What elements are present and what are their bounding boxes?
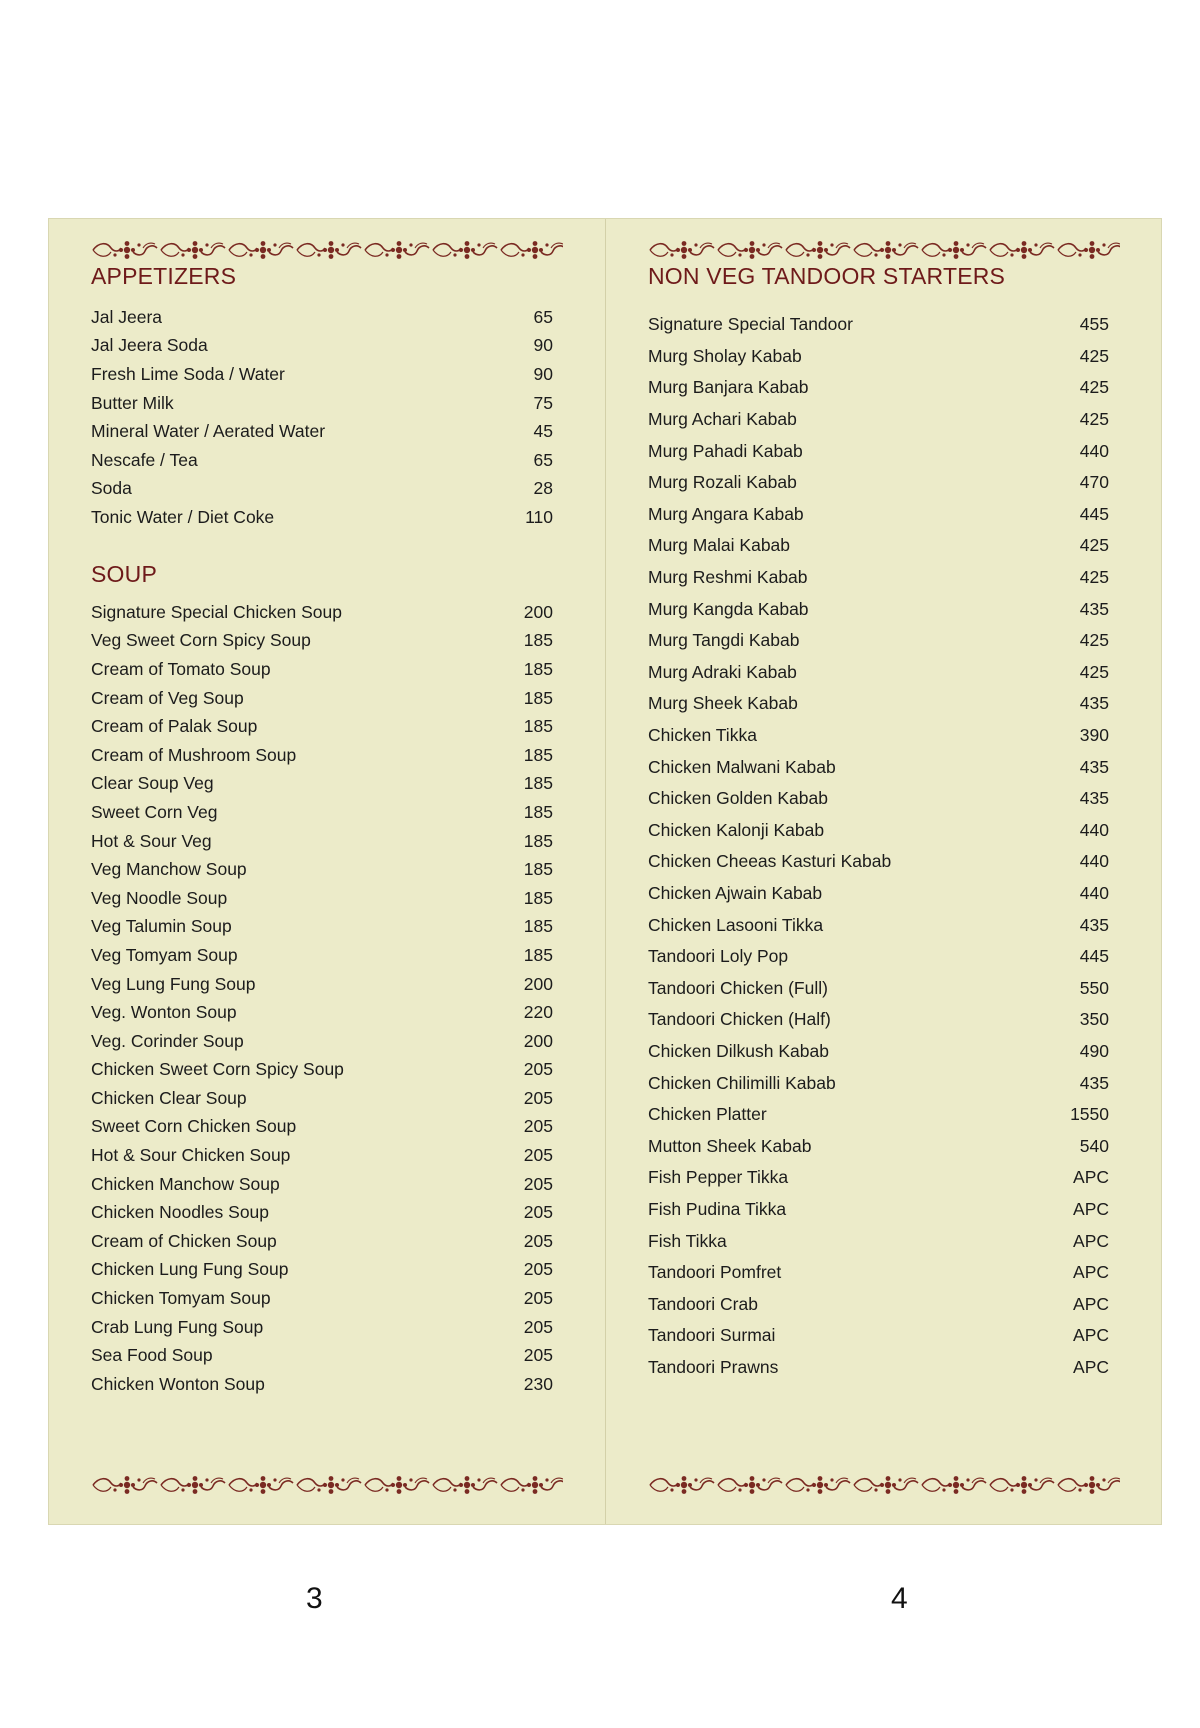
menu-item-price: 185: [523, 687, 553, 708]
menu-item: [648, 846, 1109, 878]
menu-item-name: Signature Special Chicken Soup: [91, 601, 342, 622]
menu-item-name: Chicken Malwani Kabab: [648, 756, 836, 777]
menu-item-name: Hot & Sour Veg: [91, 830, 212, 851]
menu-item-price: 28: [533, 478, 553, 499]
menu-item-price: 205: [523, 1259, 553, 1280]
menu-item: [648, 309, 1109, 341]
menu-item-price: 200: [523, 973, 553, 994]
menu-item-name: Chicken Platter: [648, 1104, 767, 1125]
menu-item-name: Fish Pepper Tikka: [648, 1167, 789, 1188]
menu-item: [91, 684, 553, 713]
menu-item-name: Veg Manchow Soup: [91, 859, 247, 880]
menu-item-name: Soda: [91, 478, 132, 499]
menu-item-price: 185: [523, 773, 553, 794]
menu-item-name: Murg Pahadi Kabab: [648, 440, 803, 461]
menu-item-price: 65: [533, 449, 553, 470]
menu-item-price: 425: [1079, 377, 1109, 398]
menu-item-price: 185: [523, 887, 553, 908]
menu-item-price: 75: [533, 392, 553, 413]
menu-item-price: 205: [523, 1059, 553, 1080]
menu-item-name: Cream of Tomato Soup: [91, 658, 271, 679]
page-number-right: 4: [891, 1582, 908, 1615]
menu-item-name: Clear Soup Veg: [91, 773, 214, 794]
menu-item: [648, 815, 1109, 847]
menu-item-price: 435: [1079, 756, 1109, 777]
menu-item-price: 205: [523, 1288, 553, 1309]
menu-item-price: 185: [523, 944, 553, 965]
menu-item-name: Tandoori Chicken (Half): [648, 1009, 831, 1030]
menu-item-name: Tandoori Chicken (Full): [648, 977, 828, 998]
menu-page-right: [606, 219, 1163, 1524]
menu-item-name: Fish Tikka: [648, 1230, 727, 1251]
menu-item-price: 435: [1079, 914, 1109, 935]
menu-item-price: 425: [1079, 661, 1109, 682]
menu-item-price: 90: [533, 363, 553, 384]
menu-item: [648, 1288, 1109, 1320]
menu-item: [648, 751, 1109, 783]
menu-item-name: Fish Pudina Tikka: [648, 1198, 787, 1219]
menu-item: [648, 1162, 1109, 1194]
menu-item: [91, 884, 553, 913]
menu-item-name: Veg Talumin Soup: [91, 916, 232, 937]
tandoor-starters-list: [648, 309, 1109, 1383]
menu-item-price: APC: [1073, 1293, 1109, 1314]
menu-item-price: 445: [1079, 946, 1109, 967]
menu-item: [91, 1256, 553, 1285]
menu-item-name: Veg Lung Fung Soup: [91, 973, 256, 994]
menu-item: [91, 475, 553, 504]
menu-item-price: 205: [523, 1316, 553, 1337]
menu-item-price: 200: [523, 601, 553, 622]
menu-item-name: Mutton Sheek Kabab: [648, 1135, 812, 1156]
menu-item-price: APC: [1073, 1356, 1109, 1377]
menu-item-name: Signature Special Tandoor: [648, 314, 853, 335]
menu-item: [648, 499, 1109, 531]
menu-item: [91, 1141, 553, 1170]
menu-item-price: 205: [523, 1202, 553, 1223]
menu-item-price: 205: [523, 1345, 553, 1366]
menu-item-name: Murg Achari Kabab: [648, 409, 797, 430]
menu-item-name: Tandoori Prawns: [648, 1356, 779, 1377]
menu-item-name: Chicken Tikka: [648, 725, 757, 746]
menu-item: [91, 655, 553, 684]
menu-item-price: 390: [1079, 725, 1109, 746]
menu-item-name: Tandoori Crab: [648, 1293, 758, 1314]
menu-item-name: Butter Milk: [91, 392, 174, 413]
menu-item-price: 455: [1079, 314, 1109, 335]
menu-item-price: 350: [1079, 1009, 1109, 1030]
menu-item-name: Tandoori Surmai: [648, 1325, 776, 1346]
menu-item-name: Chicken Dilkush Kabab: [648, 1040, 829, 1061]
menu-item: [91, 1170, 553, 1199]
menu-item: [91, 598, 553, 627]
menu-item: [91, 1027, 553, 1056]
menu-item-name: Murg Adraki Kabab: [648, 661, 797, 682]
menu-item-name: Chicken Kalonji Kabab: [648, 819, 825, 840]
menu-item-name: Mineral Water / Aerated Water: [91, 421, 326, 442]
menu-item-name: Chicken Noodles Soup: [91, 1202, 270, 1223]
menu-item-price: 425: [1079, 345, 1109, 366]
menu-item-price: 440: [1079, 851, 1109, 872]
menu-item: [648, 720, 1109, 752]
menu-item-name: Murg Tangdi Kabab: [648, 630, 800, 651]
menu-item: [91, 712, 553, 741]
menu-item: [91, 627, 553, 656]
menu-item-name: Murg Rozali Kabab: [648, 472, 797, 493]
menu-item: [91, 446, 553, 475]
menu-item: [648, 341, 1109, 373]
menu-item: [91, 1084, 553, 1113]
menu-item-price: 470: [1079, 472, 1109, 493]
menu-item-price: 185: [523, 716, 553, 737]
menu-item-name: Sea Food Soup: [91, 1345, 213, 1366]
menu-item-name: Murg Sheek Kabab: [648, 693, 798, 714]
menu-item-price: 205: [523, 1087, 553, 1108]
menu-item-name: Murg Kangda Kabab: [648, 598, 809, 619]
menu-item-price: 185: [523, 630, 553, 651]
menu-item-price: APC: [1073, 1230, 1109, 1251]
menu-item-name: Crab Lung Fung Soup: [91, 1316, 264, 1337]
menu-page-left: [49, 219, 606, 1524]
menu-item-name: Cream of Mushroom Soup: [91, 744, 297, 765]
menu-item-price: 185: [523, 916, 553, 937]
menu-item-name: Murg Sholay Kabab: [648, 345, 802, 366]
menu-item: [648, 783, 1109, 815]
menu-item-name: Jal Jeera: [91, 306, 163, 327]
menu-item: [648, 878, 1109, 910]
menu-item-price: 425: [1079, 630, 1109, 651]
menu-item: [648, 1099, 1109, 1131]
menu-item: [648, 688, 1109, 720]
menu-item: [648, 593, 1109, 625]
menu-item-name: Chicken Cheeas Kasturi Kabab: [648, 851, 892, 872]
menu-item: [91, 1198, 553, 1227]
soup-list: [91, 598, 553, 1399]
menu-item-price: 435: [1079, 693, 1109, 714]
menu-item: [91, 503, 553, 532]
menu-item: [91, 770, 553, 799]
menu-item: [648, 530, 1109, 562]
menu-item-name: Cream of Veg Soup: [91, 687, 244, 708]
section-title-soup: SOUP: [91, 561, 157, 587]
menu-item-name: Veg Sweet Corn Spicy Soup: [91, 630, 311, 651]
menu-item-price: 200: [523, 1030, 553, 1051]
menu-item-price: 205: [523, 1173, 553, 1194]
menu-item: [91, 855, 553, 884]
menu-item-price: 445: [1079, 503, 1109, 524]
menu-item: [91, 303, 553, 332]
menu-item: [648, 1036, 1109, 1068]
menu-item-price: 425: [1079, 535, 1109, 556]
menu-item-price: 90: [533, 335, 553, 356]
menu-item: [648, 467, 1109, 499]
menu-item-price: 425: [1079, 409, 1109, 430]
menu-item-price: 185: [523, 859, 553, 880]
menu-item-name: Chicken Lung Fung Soup: [91, 1259, 289, 1280]
menu-item-price: 205: [523, 1145, 553, 1166]
menu-item-price: 435: [1079, 1072, 1109, 1093]
menu-item-price: 45: [533, 421, 553, 442]
page-number-left: 3: [306, 1582, 323, 1615]
menu-item: [648, 1320, 1109, 1352]
menu-item-price: 110: [525, 506, 553, 527]
menu-item: [91, 827, 553, 856]
section-title-non-veg-tandoor-starters: NON VEG TANDOOR STARTERS: [648, 263, 1006, 289]
menu-item: [91, 798, 553, 827]
menu-item: [91, 389, 553, 418]
menu-item-price: 540: [1079, 1135, 1109, 1156]
menu-item-name: Fresh Lime Soda / Water: [91, 363, 285, 384]
menu-item-name: Chicken Golden Kabab: [648, 788, 828, 809]
menu-item-name: Chicken Chilimilli Kabab: [648, 1072, 836, 1093]
menu-item-price: 65: [533, 306, 553, 327]
menu-item-name: Veg. Wonton Soup: [91, 1002, 237, 1023]
menu-item-price: 230: [523, 1373, 553, 1394]
menu-item: [648, 1130, 1109, 1162]
ornament-icon: [91, 239, 563, 261]
menu-item: [648, 1225, 1109, 1257]
menu-item-name: Chicken Wonton Soup: [91, 1373, 265, 1394]
menu-item: [91, 741, 553, 770]
menu-item: [91, 1113, 553, 1142]
ornament-icon: [648, 239, 1120, 261]
menu-item: [648, 1004, 1109, 1036]
menu-item-name: Cream of Chicken Soup: [91, 1230, 277, 1251]
menu-item-name: Tonic Water / Diet Coke: [91, 506, 275, 527]
menu-item-price: 185: [523, 801, 553, 822]
menu-item: [91, 998, 553, 1027]
menu-item-name: Tandoori Pomfret: [648, 1262, 782, 1283]
menu-item: [91, 417, 553, 446]
menu-item-price: 440: [1079, 882, 1109, 903]
section-title-appetizers: APPETIZERS: [91, 263, 237, 289]
menu-item: [648, 1352, 1109, 1384]
menu-item: [91, 970, 553, 999]
menu-item: [91, 360, 553, 389]
menu-item-name: Chicken Manchow Soup: [91, 1173, 280, 1194]
menu-item-name: Murg Angara Kabab: [648, 503, 804, 524]
menu-item: [91, 941, 553, 970]
menu-item-name: Tandoori Loly Pop: [648, 946, 789, 967]
menu-item-price: 490: [1079, 1040, 1109, 1061]
menu-item: [648, 1257, 1109, 1289]
menu-item-price: 205: [523, 1230, 553, 1251]
menu-item-name: Cream of Palak Soup: [91, 716, 258, 737]
menu-item: [648, 625, 1109, 657]
menu-item-name: Hot & Sour Chicken Soup: [91, 1145, 291, 1166]
menu-item: [648, 657, 1109, 689]
menu-item: [648, 941, 1109, 973]
menu-item-price: APC: [1073, 1198, 1109, 1219]
menu-item: [91, 1341, 553, 1370]
menu-item-name: Murg Malai Kabab: [648, 535, 791, 556]
menu-item: [648, 1194, 1109, 1226]
menu-spread: [48, 218, 1162, 1525]
menu-item-price: 435: [1079, 788, 1109, 809]
menu-item-price: 550: [1079, 977, 1109, 998]
menu-item-price: APC: [1073, 1262, 1109, 1283]
menu-item-price: 220: [523, 1002, 553, 1023]
menu-item-name: Murg Banjara Kabab: [648, 377, 809, 398]
menu-item: [91, 1284, 553, 1313]
menu-item: [648, 435, 1109, 467]
menu-item-price: APC: [1073, 1167, 1109, 1188]
menu-item-price: 425: [1079, 567, 1109, 588]
menu-item-name: Chicken Tomyam Soup: [91, 1288, 271, 1309]
menu-item-name: Sweet Corn Chicken Soup: [91, 1116, 297, 1137]
menu-item: [648, 1067, 1109, 1099]
menu-item: [648, 972, 1109, 1004]
menu-item-price: 205: [523, 1116, 553, 1137]
menu-item: [91, 1227, 553, 1256]
menu-item-price: 1550: [1070, 1104, 1109, 1125]
menu-item-name: Nescafe / Tea: [91, 449, 198, 470]
menu-item: [91, 913, 553, 942]
ornament-icon: [648, 1474, 1120, 1496]
menu-item-price: 185: [523, 658, 553, 679]
menu-item-name: Veg. Corinder Soup: [91, 1030, 244, 1051]
menu-item: [91, 1370, 553, 1399]
menu-item-price: 185: [523, 744, 553, 765]
ornament-icon: [91, 1474, 563, 1496]
menu-item-name: Chicken Clear Soup: [91, 1087, 247, 1108]
menu-item-price: 440: [1079, 819, 1109, 840]
menu-item-name: Veg Noodle Soup: [91, 887, 228, 908]
menu-item: [648, 909, 1109, 941]
menu-item: [91, 1056, 553, 1085]
menu-item-price: 185: [523, 830, 553, 851]
menu-item: [648, 404, 1109, 436]
menu-item-price: 440: [1079, 440, 1109, 461]
menu-item-price: APC: [1073, 1325, 1109, 1346]
menu-item-price: 435: [1079, 598, 1109, 619]
appetizers-list: [91, 303, 553, 532]
menu-item: [91, 1313, 553, 1342]
menu-item: [648, 372, 1109, 404]
menu-item-name: Veg Tomyam Soup: [91, 944, 238, 965]
menu-item-name: Chicken Ajwain Kabab: [648, 882, 823, 903]
menu-item: [91, 332, 553, 361]
menu-item-name: Murg Reshmi Kabab: [648, 567, 808, 588]
menu-item-name: Chicken Sweet Corn Spicy Soup: [91, 1059, 344, 1080]
menu-item-name: Chicken Lasooni Tikka: [648, 914, 824, 935]
menu-item-name: Sweet Corn Veg: [91, 801, 218, 822]
menu-item-name: Jal Jeera Soda: [91, 335, 208, 356]
menu-item: [648, 562, 1109, 594]
